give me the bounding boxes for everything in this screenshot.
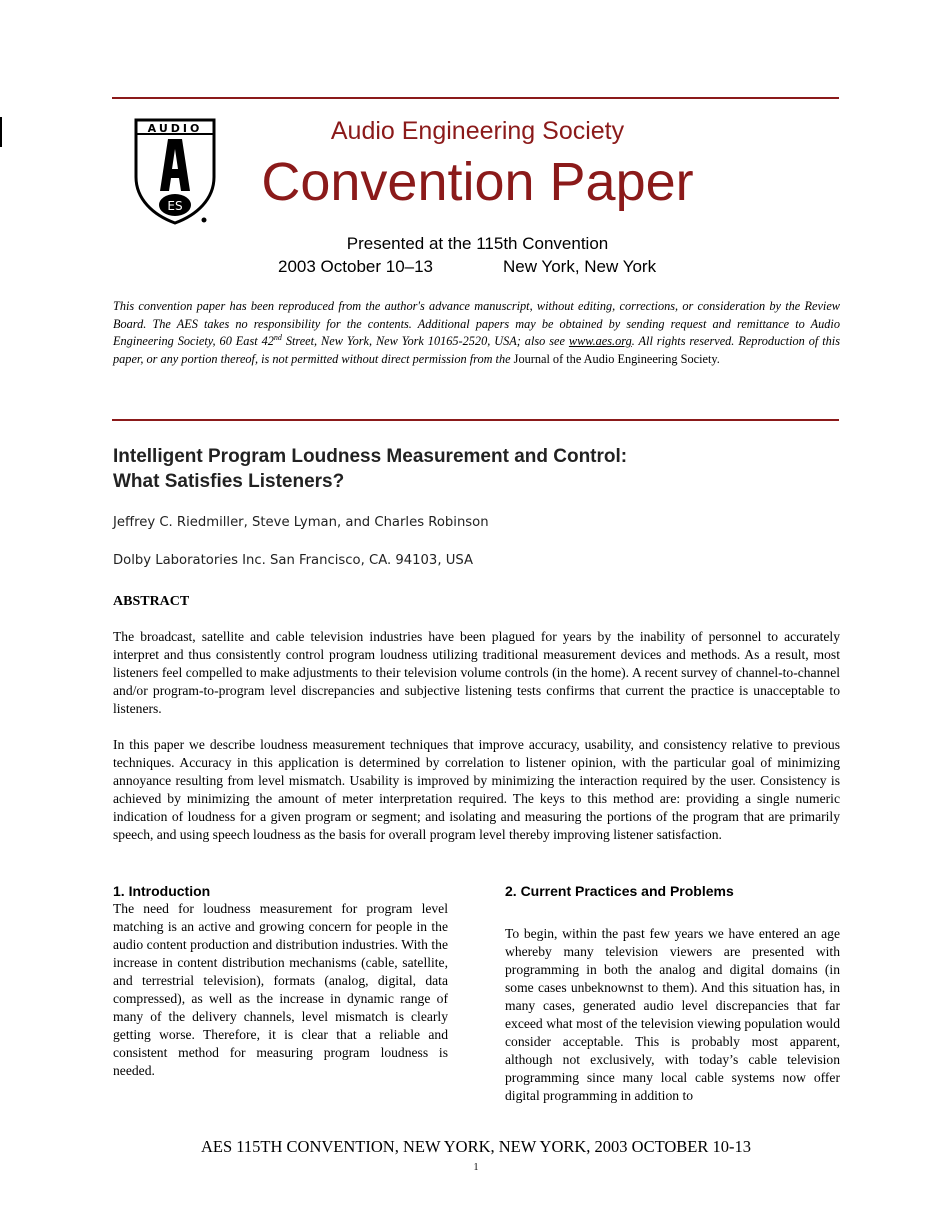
logo-badge-text: ES <box>167 199 183 213</box>
header-rule-top <box>112 97 839 99</box>
running-footer: AES 115TH CONVENTION, NEW YORK, NEW YORK, 2003 OCTOBER 10-13 <box>201 1137 751 1156</box>
section-1-heading: 1. Introduction <box>113 883 211 899</box>
authors: Jeffrey C. Riedmiller, Steve Lyman, and Charles Robinson <box>113 515 489 530</box>
header-rule-bottom <box>112 419 839 421</box>
paper-title: Intelligent Program Loudness Measurement and Control: What Satisfies Listeners? <box>113 446 628 492</box>
journal-name: Journal of the Audio Engineering Society. <box>513 351 720 366</box>
section-2-heading: 2. Current Practices and Problems <box>505 883 734 899</box>
society-name: Audio Engineering Society <box>330 117 625 145</box>
section-1-text: The need for loudness measurement for program level matching is an active and growing concern for people in the audio content production and distribution industries. With the increase in content distribution mechanisms (cable, satellite, and terrestrial television), formats (analog, digital, data compressed), as well as the increase in dynamic range of many of the delivery channels, level mismatch is clearly getting worse. Therefore, it is clear that a reliable and consistent method for measuring program loudness is needed. <box>113 901 448 1078</box>
convention-date: 2003 October 10–13 <box>278 257 434 276</box>
disclaimer: This convention paper has been reproduced from the author's advance manuscript, without editing, corrections, or consideration by the Review Board. The AES takes no responsibility for the contents. Additional papers may be obtained by sending request and remittance to Audio Engineering Society, 60 East 42nd Street, New York, New York 10165-2520, USA; also see www.aes.org. All rights reserved. Reproduction of this paper, or any portion thereof, is not permitted without direct permission from the Journal of the Audio Engineering Society. <box>113 299 840 366</box>
document-type-title: Convention Paper <box>261 152 694 212</box>
page-edge-mark <box>0 117 2 147</box>
section-2-text: To begin, within the past few years we have entered an age whereby many television viewers are presented with programming in both the analog and digital domains (in some cases unbeknownst to them). And this situation has, in many cases, generated audio level discrepancies that far exceed what most of the television viewing population would consider acceptable. This is probably most apparent, although not exclusively, with today’s cable television programming since many local cable systems now offer digital programming in addition to <box>505 926 840 1103</box>
page-number: 1 <box>473 1162 479 1173</box>
convention-place: New York, New York <box>503 257 657 276</box>
abstract-heading: ABSTRACT <box>113 594 190 609</box>
affiliation: Dolby Laboratories Inc. San Francisco, CA. 94103, USA <box>113 553 473 568</box>
logo-top-text: AUDIO <box>147 122 203 135</box>
abstract-paragraph-2: In this paper we describe loudness measurement techniques that improve accuracy, usability, and consistency relative to previous techniques. Accuracy in this application is determined by correlation to listener opinion, with the particular goal of minimizing annoyance resulting from level mismatch. Usability is improved by minimizing the interaction required by the user. Consistency is achieved by minimizing the amount of meter interpretation required. The keys to this method are: providing a single numeric indication of loudness for a given program or segment; and isolating and measuring the portions of the program that are primarily speech, and using speech loudness as the basis for overall program level thereby improving listener satisfaction. <box>113 737 840 842</box>
presented-at: Presented at the 115th Convention <box>346 234 609 253</box>
aes-website-link[interactable]: www.aes.org <box>568 334 632 349</box>
abstract-paragraph-1: The broadcast, satellite and cable television industries have been plagued for years by the inability of personnel to accurately interpret and thus consistently control program loudness utilizing traditional measurement devices and methods. As a result, most listeners feel compelled to make adjustments to their television volume controls (in the home). A recent survey of channel-to-channel and/or program-to-program level discrepancies and subjective listening tests confirms that current the practice is unacceptable to listeners. <box>113 629 840 716</box>
aes-logo-icon <box>133 117 217 227</box>
